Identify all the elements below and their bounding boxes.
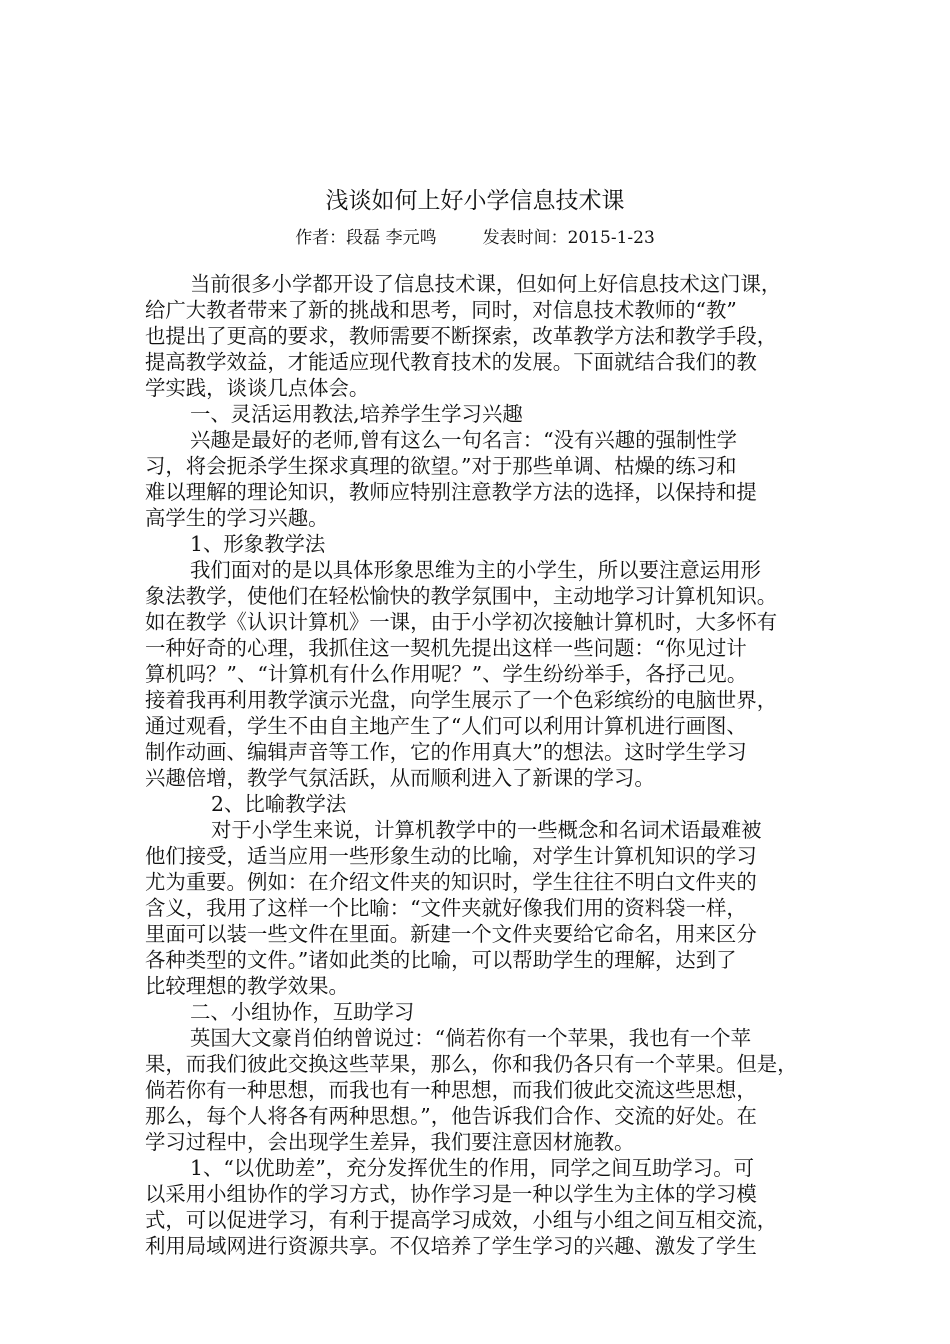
text-line: 二、小组协作，互助学习: [190, 1000, 415, 1024]
text-line: 难以理解的理论知识，教师应特别注意教学方法的选择，以保持和提: [145, 480, 757, 504]
article-body: [145, 271, 811, 1259]
text-line: 学习过程中，会出现学生差异，我们要注意因材施教。: [145, 1130, 635, 1154]
text-line: 也提出了更高的要求，教师需要不断探索，改革教学方法和教学手段，: [145, 324, 778, 348]
author-label: 作者：段磊 李元鸣: [295, 228, 437, 248]
text-line: 我们面对的是以具体形象思维为主的小学生，所以要注意运用形: [190, 558, 761, 582]
text-line: 当前很多小学都开设了信息技术课，但如何上好信息技术这门课，: [190, 272, 782, 296]
text-line: 象法教学，使他们在轻松愉快的教学氛围中，主动地学习计算机知识。: [145, 584, 778, 608]
text-line: 那么，每个人将各有两种思想。”，他告诉我们合作、交流的好处。在: [145, 1104, 757, 1128]
text-line: 英国大文豪肖伯纳曾说过：“倘若你有一个苹果，我也有一个苹: [190, 1026, 751, 1050]
text-line: 算机吗？”、“计算机有什么作用呢？”、学生纷纷举手，各抒己见。: [145, 662, 748, 686]
text-line: 2、比喻教学法: [211, 792, 347, 816]
text-line: 习，将会扼杀学生探求真理的欲望。”对于那些单调、枯燥的练习和: [145, 454, 737, 478]
text-line: 倘若你有一种思想，而我也有一种思想，而我们彼此交流这些思想，: [145, 1078, 757, 1102]
text-line: 1、“以优助差”，充分发挥优生的作用，同学之间互助学习。可: [190, 1156, 754, 1180]
text-line: 比较理想的教学效果。: [145, 974, 349, 998]
text-line: 式，可以促进学习，有利于提高学习成效，小组与小组之间互相交流，: [145, 1208, 778, 1232]
text-line: 利用局域网进行资源共享。不仅培养了学生学习的兴趣、激发了学生: [145, 1234, 757, 1258]
text-line: 学实践，谈谈几点体会。: [145, 376, 370, 400]
publish-date-label: 发表时间：2015-1-23: [482, 228, 655, 248]
text-line: 兴趣是最好的老师,曾有这么一句名言：“没有兴趣的强制性学: [190, 428, 738, 452]
text-line: 一、灵活运用教法,培养学生学习兴趣: [190, 402, 523, 426]
text-line: 尤为重要。例如：在介绍文件夹的知识时，学生往往不明白文件夹的: [145, 870, 757, 894]
text-line: 对于小学生来说，计算机教学中的一些概念和名词术语最难被: [211, 818, 762, 842]
text-line: 果，而我们彼此交换这些苹果，那么，你和我仍各只有一个苹果。但是，: [145, 1052, 798, 1076]
text-line: 接着我再利用教学演示光盘，向学生展示了一个色彩缤纷的电脑世界，: [145, 688, 778, 712]
text-line: 各种类型的文件。”诸如此类的比喻，可以帮助学生的理解，达到了: [145, 948, 737, 972]
text-line: 通过观看，学生不由自主地产生了“人们可以利用计算机进行画图、: [145, 714, 747, 738]
text-line: 如在教学《认识计算机》一课，由于小学初次接触计算机时，大多怀有: [145, 610, 778, 634]
text-line: 提高教学效益，才能适应现代教育技术的发展。下面就结合我们的教: [145, 350, 757, 374]
text-line: 给广大教者带来了新的挑战和思考，同时，对信息技术教师的“教”: [145, 298, 737, 322]
document-title: 浅谈如何上好小学信息技术课: [325, 188, 625, 214]
document-byline: [0, 226, 950, 250]
text-line: 一种好奇的心理，我抓住这一契机先提出这样一些问题：“你见过计: [145, 636, 747, 660]
text-line: 1、形象教学法: [190, 532, 326, 556]
text-line: 里面可以装一些文件在里面。新建一个文件夹要给它命名，用来区分: [145, 922, 757, 946]
text-line: 高学生的学习兴趣。: [145, 506, 329, 530]
text-line: 以采用小组协作的学习方式，协作学习是一种以学生为主体的学习模: [145, 1182, 757, 1206]
text-line: 他们接受，适当应用一些形象生动的比喻，对学生计算机知识的学习: [145, 844, 757, 868]
text-line: 含义，我用了这样一个比喻：“文件夹就好像我们用的资料袋一样，: [145, 896, 747, 920]
text-line: 兴趣倍增，教学气氛活跃，从而顺利进入了新课的学习。: [145, 766, 655, 790]
text-line: 制作动画、编辑声音等工作，它的作用真大”的想法。这时学生学习: [145, 740, 747, 764]
